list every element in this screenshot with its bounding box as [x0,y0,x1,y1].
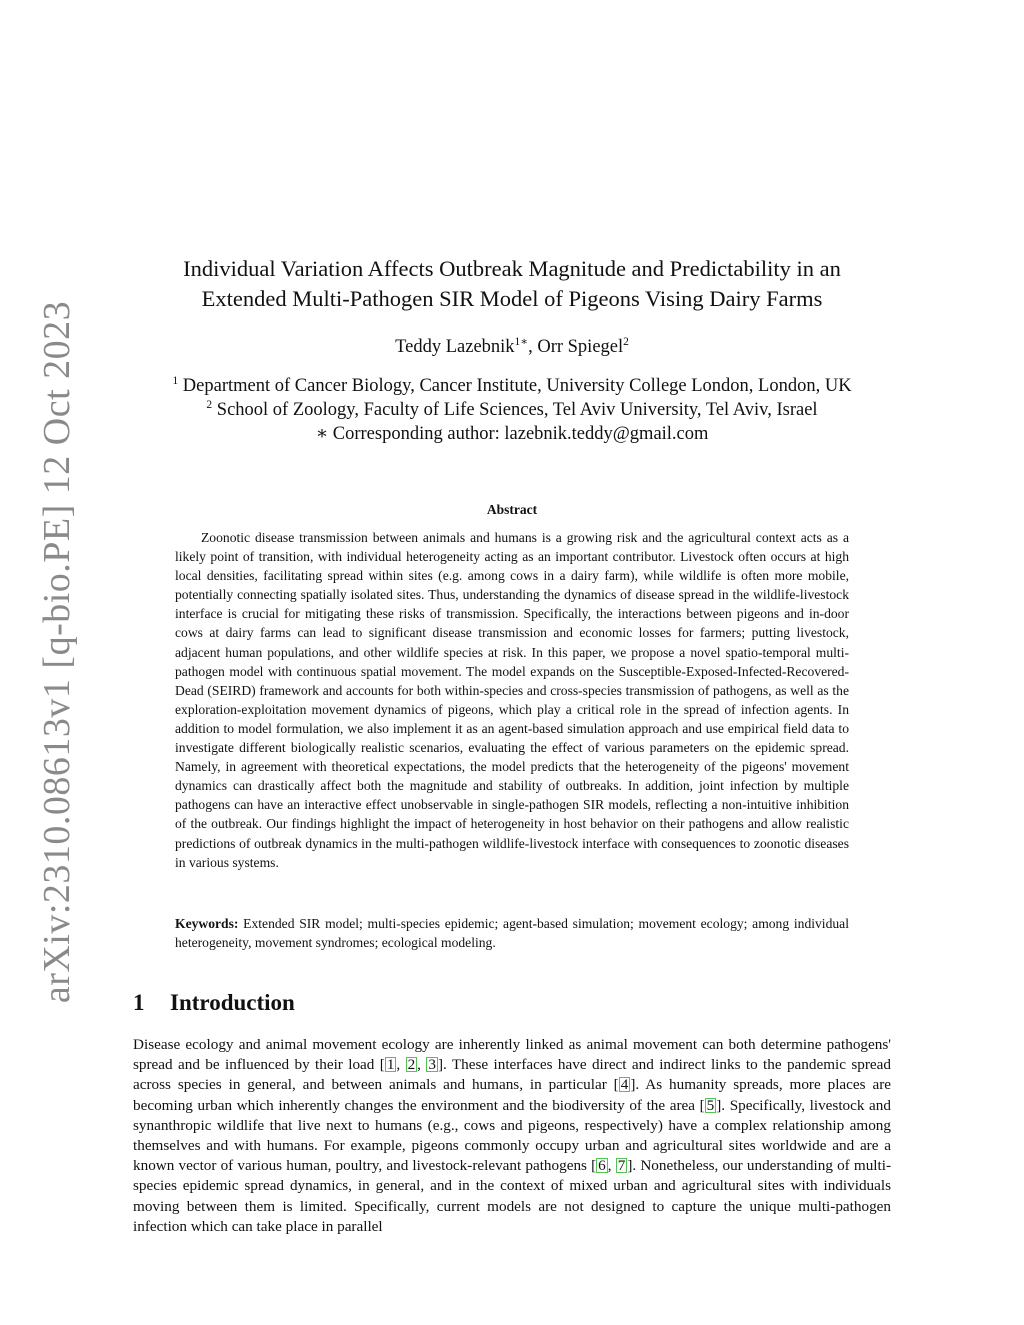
paragraph-text: ]. These interfaces have direct and indirect links to the pandemic spread across species in general, and between animals and humans, in particular [ [133,1056,892,1094]
paragraph-text: ]. Nonetheless, our understanding of multi-species epidemic spread dynamics, in general, and in the context of mixed urban and agricultural sites with individuals moving between them is limited. Specifically, current models are not designed to capture the unique multi-pathogen infection which can take place in parallel [133,1157,892,1235]
affiliation-2 [120,398,904,422]
affiliation-text: School of Zoology, Faculty of Life Sciences, Tel Aviv University, Tel Aviv, Israel [216,400,818,420]
paragraph-text: ]. As humanity spreads, more places are becoming urban which inherently changes the environment and the biodiversity of the area [ [133,1076,891,1114]
corresponding-mark: ∗ [315,424,329,444]
affiliation-text: Department of Cancer Biology, Cancer Institute, University College London, London, UK [182,376,852,396]
abstract-body: Zoonotic disease transmission between animals and humans is a growing risk and the agricultural context acts as a likely point of transition, with individual heterogeneity acting as an important contributor. Livestock often occurs at high local densities, facilitating spread within sites (e.g. among cows in a dairy farm), while wildlife is often more mobile, potentially connecting spatially isolated sites. Thus, understanding the dynamics of disease spread in the wildlife-livestock interface is crucial for mitigating these risks of transmission. Specifically, the interactions between pigeons and in-door cows at dairy farms can lead to significant disease transmission and economic losses for farmers; putting livestock, adjacent human populations, and other wildlife species at risk. In this paper, we propose a novel spatio-temporal multi-pathogen model with continuous spatial movement. The model expands on the Susceptible-Exposed-Infected-Recovered-Dead (SEIRD) framework and accounts for both within-species and cross-species transmission of pathogens, as well as the exploration-exploitation movement dynamics of pigeons, which play a critical role in the spread of infection agents. In addition to model formulation, we also implement it as an agent-based simulation approach and use empirical field data to investigate different biologically realistic scenarios, evaluating the effect of various parameters on the epidemic spread. Namely, in agreement with theoretical expectations, the model predicts that the heterogeneity of the pigeons' movement dynamics can drastically affect both the magnitude and stability of outbreaks. In addition, joint infection by multiple pathogens can have an interactive effect unobservable in single-pathogen SIR models, reflecting a non-intuitive inhibition of the outbreak. Our findings highlight the impact of heterogeneity in host behavior on their pathogens and allow realistic predictions of outbreak dynamics in the multi-pathogen wildlife-livestock interface with consequences to zoonotic diseases in various systems. [175,530,849,870]
author-list: Teddy Lazebnik$^{1∗}$, Orr Spiegel$^2$ [395,336,629,357]
author-name: Orr Spiegel [537,337,624,357]
citation-link[interactable]: 2 [407,1056,416,1074]
title-line-2: Extended Multi-Pathogen SIR Model of Pigeons Vising Dairy Farms [201,286,823,311]
citation-link[interactable]: 6 [598,1157,606,1175]
citation-link[interactable]: 1 [386,1056,395,1074]
corresponding-author [120,422,904,446]
paragraph-text: ]. Specifically, livestock and synanthropic wildlife that live next to humans (e.g., cows and pigeons, respectively) have a complex relationship among themselves and with humans. For example, pigeons commonly occupy urban and agricultural sites worldwide and are a known vector of various human, poultry, and livestock-relevant pathogens [ [133,1096,891,1175]
citation-separator: , [607,1157,616,1175]
corresponding-email: Corresponding author: lazebnik.teddy@gmail.com [332,424,709,444]
paragraph-text: Disease ecology and animal movement ecology are inherently linked as animal movement can both determine pathogens' spread and be influenced by their load [ [133,1036,891,1074]
citation-separator: , [417,1056,427,1074]
introduction-paragraph [133,1035,891,1237]
author-affiliation-mark: 1∗ [514,336,529,349]
affiliation-1 [120,374,904,398]
citation-link[interactable]: 5 [706,1096,715,1114]
author-name: Teddy Lazebnik [395,337,515,357]
citation-separator: , [396,1056,406,1074]
keywords-label: Keywords: [175,916,239,931]
section-heading-introduction [133,990,295,1016]
citation-link[interactable]: 3 [428,1056,436,1074]
paper-title [120,254,904,314]
keywords-text: Extended SIR model; multi-species epidemic; agent-based simulation; movement ecology; among individual heterogeneity, movement syndromes; ecological modeling. [175,916,849,950]
arxiv-identifier-stamp: arXiv:2310.08613v1 [q-bio.PE] 12 Oct 2023 [36,300,78,1004]
author-affiliation-mark: 2 [623,336,629,349]
citation-link[interactable]: 4 [620,1076,629,1094]
affiliation-mark: 1 [172,375,179,388]
section-number: 1 [133,990,145,1015]
citation-link[interactable]: 7 [617,1157,626,1175]
title-line-1: Individual Variation Affects Outbreak Magnitude and Predictability in an [183,256,841,281]
affiliation-mark: 2 [206,399,213,412]
affiliations [120,374,904,446]
keywords [175,914,849,952]
abstract-heading: Abstract [486,502,538,517]
section-title: Introduction [170,990,295,1015]
